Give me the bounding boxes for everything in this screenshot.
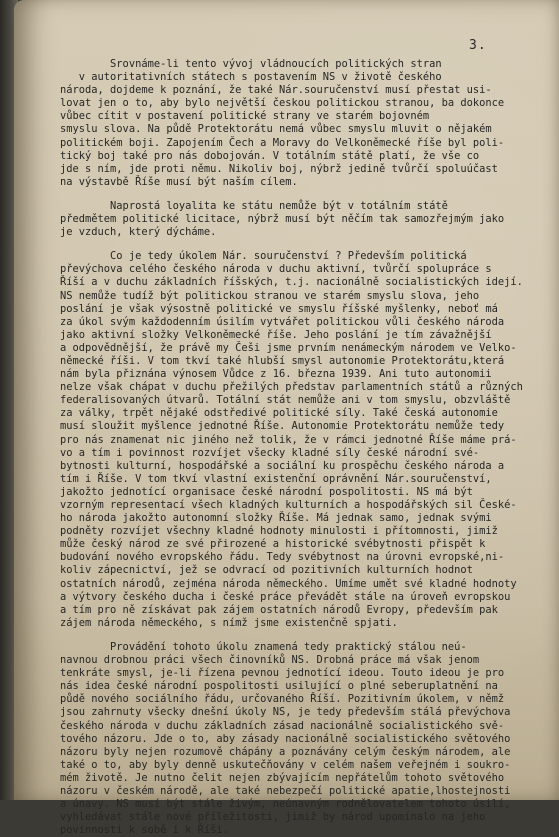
paragraph-gap: [60, 189, 554, 200]
text-line: federalisovaných útvarů. Totální stát nemůže ani v tom smyslu, obzvláště: [60, 394, 511, 407]
text-line: vůbec cítit v postavení politické strany ve starém bojovném: [60, 110, 430, 123]
text-line: tím i Říše. V tom tkví vlastní existenční oprávnění Nár.souručenství,: [60, 472, 492, 485]
text-line: politickém boji. Zapojením Čech a Moravy do Velkoněmecké říše byl poli-: [60, 136, 505, 149]
text-line: musí sloužit myšlence jednotné Říše. Autonomie Protektorátu nemůže tedy: [60, 420, 505, 433]
text-line: půdě nového sociálního řádu, určovaného Říší. Pozitivním úkolem, v němž: [60, 693, 505, 706]
text-line: navnou drobnou práci všech činovníků NS. Drobná práce má však jenom: [60, 654, 480, 667]
text-line: národa, dojdeme k poznání, že také Nár.souručenství musí přestat usi-: [60, 84, 492, 97]
text-line: nás idea české národní pospolitosti usilující o plné seberuplatnění na: [60, 680, 498, 693]
text-line: smyslu slova. Na půdě Protektorátu nemá vůbec smyslu mluvit o nějakém: [60, 123, 492, 136]
text-line: Říší a v duchu základních říšských, t.j. nacionálně socialistických idejí.: [60, 276, 523, 289]
text-line: nám byla přiznána výnosem Vůdce z 16. března 1939. Ani tuto autonomii: [60, 368, 492, 381]
text-line: podněty rozvíjet všechny kladné hodnoty minulosti i přítomnosti, jimiž: [60, 525, 498, 538]
text-line: vyhledávat stále nové příležitosti, jimiž by národ upomínalo na jeho: [60, 811, 486, 824]
paragraph: [60, 58, 554, 189]
text-line: názoru v českém národě, ale také nebezpečí politické apatie,lhostejnosti: [60, 784, 511, 797]
text-line: převýchova celého českého národa v duchu aktivní, tvůrčí spolupráce s: [60, 263, 492, 276]
text-line: Co je tedy úkolem Nár. souručenství ? Především politická: [60, 250, 467, 263]
text-line: tický boj také pro nás dobojován. V totálním státě platí, že vše co: [60, 149, 480, 162]
text-line: pro nás znamenat nic jiného než tolik, že v rámci jednotné Říše máme prá-: [60, 433, 517, 446]
text-line: Naprostá loyalita ke státu nemůže být v totálním státě: [60, 199, 448, 212]
text-line: zájem národa německého, s nímž jsme existenčně spjati.: [60, 616, 398, 629]
text-line: vzorným representací všech kladných kulturních a hospodářských sil České-: [60, 499, 517, 511]
text-line: německé říši. V tom tkví také hlubší smysl autonomie Protektorátu,která: [60, 354, 505, 367]
text-line: tového názoru. Jde o to, aby zásady nacionálně socialistického světového: [60, 732, 511, 745]
text-line: lovat jen o to, aby bylo největší českou politickou stranou, ba dokonce: [60, 97, 505, 110]
text-line: bytnosti kulturní, hospodářské a sociální ku prospěchu českého národa a: [60, 459, 505, 472]
text-line: povinnosti k sobě i k Říši.: [60, 824, 229, 837]
text-line: tenkráte smysl, je-li řízena pevnou jednotící ideou. Touto ideou je pro: [60, 667, 505, 680]
text-line: NS nemůže tudíž být politickou stranou ve starém smyslu slova, jeho: [60, 289, 480, 302]
text-line: a únavy. NS musí být stále živým, neúnavným rodnělovatelem tohoto úsilí,: [60, 798, 511, 811]
page-number: 3.: [469, 38, 487, 53]
text-line: českého národa v duchu základních zásad nacionálně socialistického svě-: [60, 719, 505, 732]
text-line: na výstavbě Říše musí být naším cílem.: [60, 175, 298, 188]
paragraph: [60, 200, 554, 239]
paragraph: [60, 641, 554, 837]
text-line: za války, trpět nějaké odstředivé politické síly. Také česká autonomie: [60, 407, 498, 420]
text-line: a tím pro ně získávat pak zájem ostatních národů Evropy, především pak: [60, 603, 498, 616]
text-line: budování nového evropského řádu. Tedy svébytnost na úrovni evropské,ni-: [60, 551, 505, 564]
document-body: [60, 58, 554, 837]
text-line: nelze však chápat v duchu přežilých představ parlamentních států a různých: [60, 381, 523, 394]
text-line: vo a tím i povinnost rozvíjet všecky kladné síly české národní své-: [60, 446, 480, 459]
text-line: Provádění tohoto úkolu znamená tedy praktický stálou neú-: [60, 640, 467, 653]
text-line: za úkol svým každodenním úsilím vytvářet politickou vůli českého národa: [60, 315, 505, 328]
text-line: názoru byly nejen rozumově chápány a poznávány celým českým národem, ale: [60, 745, 511, 758]
text-line: a výtvory českého ducha i české práce převádět stále na úroveň evropskou: [60, 590, 511, 603]
text-line: a odpovědnější, že právě my Češi jsme prvním nenámeckým národem ve Velko-: [60, 341, 517, 354]
text-line: jde s ním, jde proti němu. Nikoliv boj, nýbrž jedině tvůrčí spoluúčast: [60, 162, 498, 175]
text-line: ostatních národů, zejména národa německého. Umíme umět své kladné hodnoty: [60, 577, 517, 590]
text-line: mém životě. Je nutno čelit nejen zbývajícím nepřátelům tohoto světového: [60, 771, 505, 784]
document-page: [14, 0, 559, 837]
text-line: předmětem politické licitace, nýbrž musí být něčím tak samozřejmým jako: [60, 213, 505, 226]
paragraph: [60, 250, 554, 630]
text-line: jsou zahrnuty všecky dnešní úkoly NS, je tedy především stálá převýchova: [60, 706, 511, 719]
text-line: jakožto jednotící organisace české národní pospolitosti. NS má být: [60, 485, 473, 498]
text-line: může český národ ze své přirozené a historické svébytnosti přispět k: [60, 538, 486, 551]
text-line: jako aktivní složky Velkoněmecké říše. Jeho poslání je tím závažnější: [60, 328, 492, 341]
text-line: poslání je však výsostně politické ve smyslu říšské myšlenky, neboť má: [60, 302, 498, 315]
text-line: Srovnáme-li tento vývoj vládnoucích politických stran: [60, 58, 442, 70]
text-line: koliv zápecnictví, jež se odvrací od pozitivních kulturních hodnot: [60, 564, 473, 577]
paragraph-gap: [60, 239, 554, 250]
paragraph-gap: [60, 630, 554, 641]
text-line: také o to, aby byly denně uskutečňovány v celém našem veřejném i soukro-: [60, 758, 511, 771]
text-line: ho národa jakožto autonomní složky Říše. Má jednak samo, jednak svými: [60, 512, 492, 525]
text-line: je vzduch, který dýcháme.: [60, 226, 217, 239]
text-line: v autoritativních státech s postavením NS v životě českého: [60, 71, 442, 84]
